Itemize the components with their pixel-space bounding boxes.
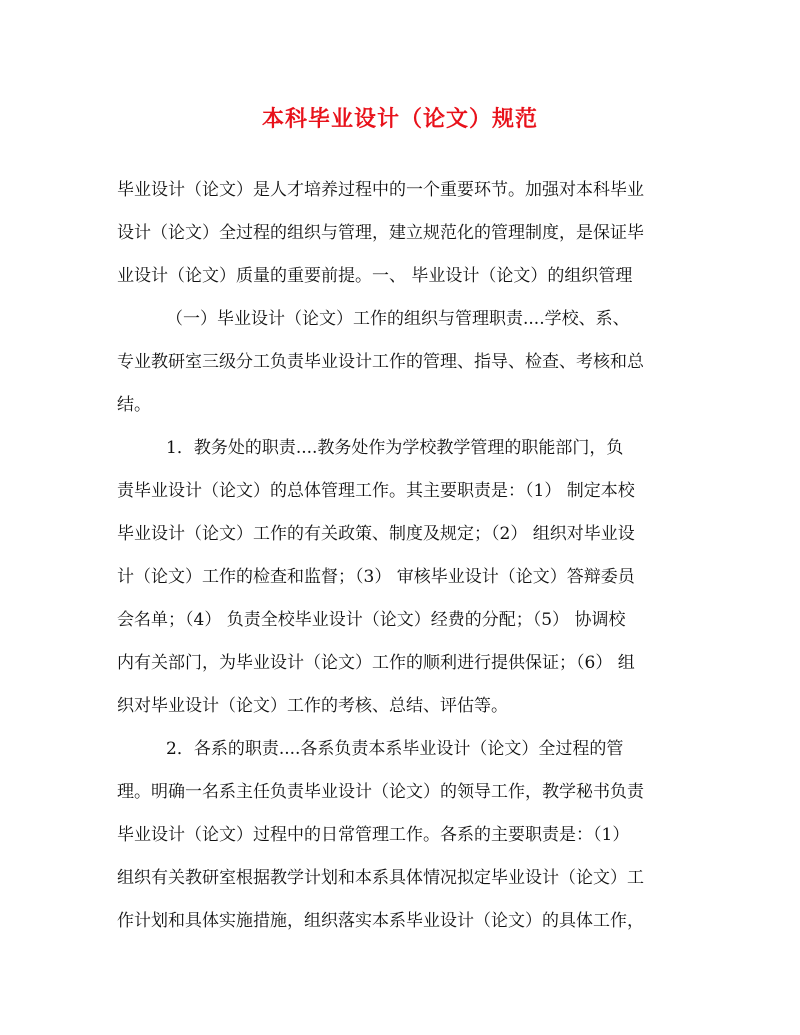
paragraph-line: 设计（论文）全过程的组织与管理，建立规范化的管理制度，是保证毕 — [117, 223, 644, 243]
paragraph-line: 织对毕业设计（论文）工作的考核、总结、评估等。 — [117, 696, 508, 716]
paragraph-line: 计（论文）工作的检查和监督；（3） 审核毕业设计（论文）答辩委员 — [117, 567, 635, 587]
paragraph-line: 理。明确一名系主任负责毕业设计（论文）的领导工作，教学秘书负责 — [117, 782, 644, 802]
paragraph-line: 组织有关教研室根据教学计划和本系具体情况拟定毕业设计（论文）工 — [117, 868, 644, 888]
document-title: 本科毕业设计（论文）规范 — [261, 106, 538, 132]
paragraph-line: 结。 — [117, 395, 151, 415]
paragraph-line: 会名单；（4） 负责全校毕业设计（论文）经费的分配；（5） 协调校 — [117, 610, 626, 630]
paragraph-line: 2．各系的职责....各系负责本系毕业设计（论文）全过程的管 — [166, 739, 624, 759]
paragraph-line: 毕业设计（论文）工作的有关政策、制度及规定；（2） 组织对毕业设 — [117, 524, 635, 544]
paragraph-line: 1．教务处的职责....教务处作为学校教学管理的职能部门，负 — [166, 438, 624, 458]
paragraph-line: （一）毕业设计（论文）工作的组织与管理职责....学校、系、 — [166, 309, 630, 329]
paragraph-line: 专业教研室三级分工负责毕业设计工作的管理、指导、检查、考核和总 — [117, 352, 644, 372]
paragraph-line: 毕业设计（论文）是人才培养过程中的一个重要环节。加强对本科毕业 — [117, 180, 644, 200]
paragraph-line: 责毕业设计（论文）的总体管理工作。其主要职责是：（1） 制定本校 — [117, 481, 635, 501]
paragraph-line: 作计划和具体实施措施，组织落实本系毕业设计（论文）的具体工作， — [117, 911, 644, 931]
paragraph-line: 毕业设计（论文）过程中的日常管理工作。各系的主要职责是：（1） — [117, 825, 630, 845]
paragraph-line: 业设计（论文）质量的重要前提。一、 毕业设计（论文）的组织管理 — [117, 266, 633, 286]
paragraph-line: 内有关部门，为毕业设计（论文）工作的顺利进行提供保证；（6） 组 — [117, 653, 635, 673]
